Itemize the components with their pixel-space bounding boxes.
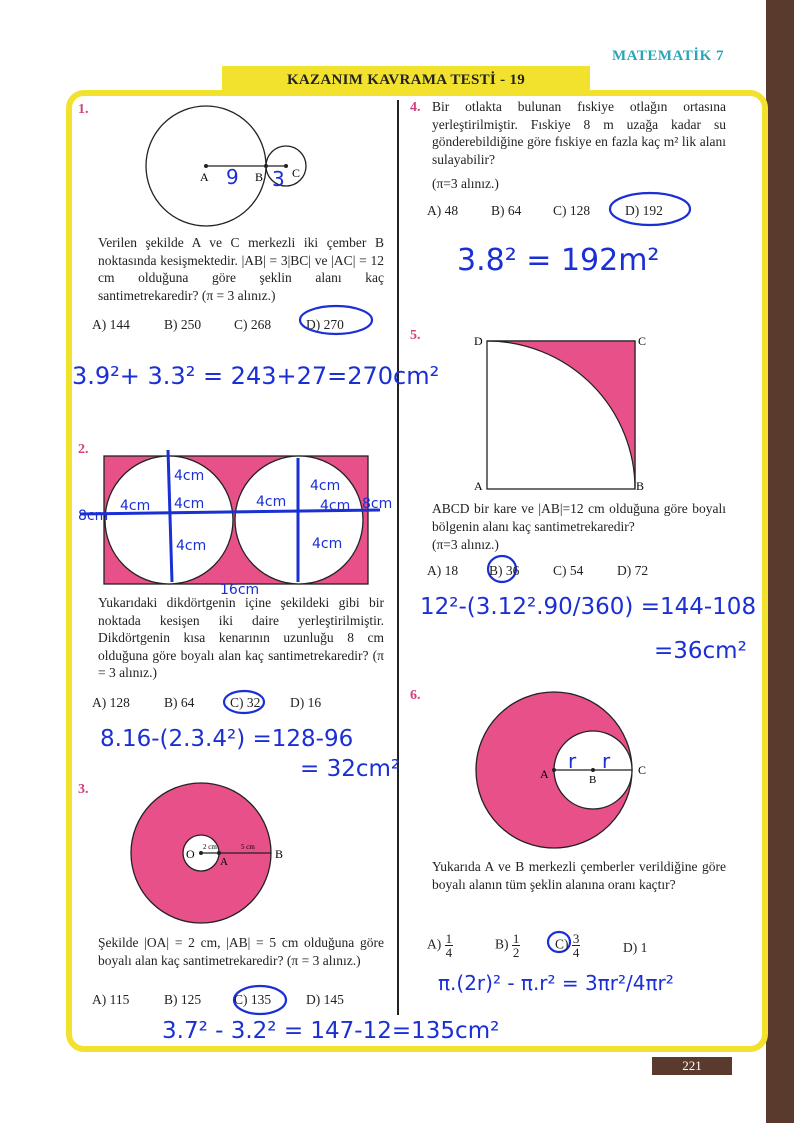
question-4-note: (π=3 alınız.) <box>432 176 499 191</box>
q6-label-a: A <box>540 767 549 781</box>
q2-hw-label: 8cm <box>362 496 393 512</box>
q3-label-oa: 2 cm <box>203 843 217 851</box>
q6-option-d[interactable] <box>623 940 647 956</box>
q2-hw-label: 4cm <box>320 498 351 514</box>
q4-option-c[interactable]: C) 128 <box>553 203 591 218</box>
q5-label-b: B <box>636 479 645 493</box>
question-4-number: 4. <box>410 100 421 115</box>
q6-option-b[interactable] <box>495 932 520 959</box>
q1-option-a[interactable]: A) 144 <box>92 317 130 332</box>
q2-hw-solution-line1: 8.16-(2.3.4²) =128-96 <box>100 726 354 752</box>
test-title: KAZANIM KAVRAMA TESTİ - 19 <box>222 66 590 94</box>
question-6-number: 6. <box>410 688 421 703</box>
q2-hw-label: 4cm <box>310 478 341 494</box>
q4-hw-solution-text: 3.8² = 192m² <box>457 243 660 278</box>
q2-hw-label: 4cm <box>176 538 207 554</box>
question-1-number: 1. <box>78 102 89 117</box>
q6-option-a[interactable] <box>427 932 453 959</box>
q3-label-o: O <box>186 847 195 861</box>
q1-option-c[interactable]: C) 268 <box>234 317 272 332</box>
question-5-note: (π=3 alınız.) <box>432 537 499 552</box>
q5-option-c[interactable]: C) 54 <box>553 563 584 578</box>
q1-label-b: B <box>255 170 264 184</box>
subject-header: MATEMATİK 7 <box>612 48 725 64</box>
q6-option-a-num: 1 <box>445 931 453 946</box>
q1-answer-circle <box>300 306 372 334</box>
q6-option-c-num: 3 <box>572 931 580 946</box>
question-3-number: 3. <box>78 782 89 797</box>
q3-option-d[interactable]: D) 145 <box>306 992 344 1007</box>
q6-option-a-letter: A) <box>427 936 442 952</box>
q2-hw-label: 4cm <box>174 468 205 484</box>
q5-option-d[interactable]: D) 72 <box>617 563 649 578</box>
q6-hw-r-left: r <box>568 749 577 773</box>
q5-label-c: C <box>638 334 647 348</box>
q2-figure <box>78 450 400 598</box>
q6-option-c[interactable] <box>555 932 580 959</box>
q1-hw-ab: 9 <box>226 165 239 189</box>
q2-option-c[interactable]: C) 32 <box>230 695 261 710</box>
q3-label-b: B <box>275 847 284 861</box>
question-4-text: Bir otlakta bulunan fıskiye otlağın ortasına yerleştirilmiştir. Fıskiye 8 m uzağa kadar su gönderebildiğine göre fıskiye en fazla kaç m² lik alanı sulayabilir? <box>432 99 726 167</box>
q6-hw-solution-text: π.(2r)² - π.r² = 3πr²/4πr² <box>438 971 674 995</box>
q4-option-a[interactable]: A) 48 <box>427 203 459 218</box>
q5-label-d: D <box>474 334 483 348</box>
q5-label-a: A <box>474 479 483 493</box>
q2-option-d[interactable]: D) 16 <box>290 695 322 710</box>
q5-option-b[interactable]: B) 36 <box>489 563 520 578</box>
q3-option-c[interactable]: C) 135 <box>234 992 272 1007</box>
q1-option-d[interactable]: D) 270 <box>306 317 344 332</box>
question-2-number: 2. <box>78 442 89 457</box>
q6-option-d-letter: D) <box>623 940 638 955</box>
q2-hw-label: 4cm <box>312 536 343 552</box>
q3-option-a[interactable]: A) 115 <box>92 992 130 1007</box>
q3-hw-solution-text: 3.7² - 3.2² = 147-12=135cm² <box>162 1018 500 1044</box>
question-3-text: Şekilde |OA| = 2 cm, |AB| = 5 cm olduğuna göre boyalı alan kaç santimetrekaredir? (π = 3 alınız.) <box>98 935 384 968</box>
q2-hw-solution-line2: = 32cm² <box>300 756 401 782</box>
q5-hw-solution <box>418 580 763 670</box>
page-number: 221 <box>652 1057 732 1075</box>
q3-label-a: A <box>220 856 228 868</box>
q6-option-d-value: 1 <box>640 940 648 955</box>
question-2-text: Yukarıdaki dikdörtgenin içine şekildeki gibi bir noktada kesişen iki daire yerleştirilmiştir. Dikdörtgenin kısa kenarının uzunluğu 8 cm olduğuna göre boyalı alan kaç santimetrekaredir? (π = 3 alınız.) <box>98 595 384 680</box>
q6-option-b-letter: B) <box>495 936 509 952</box>
q1-option-b[interactable]: B) 250 <box>164 317 202 332</box>
q3-figure <box>130 784 300 924</box>
q5-option-a[interactable]: A) 18 <box>427 563 459 578</box>
q1-hw-solution-text: 3.9²+ 3.3² = 243+27=270cm² <box>72 362 440 390</box>
q6-option-a-den: 4 <box>445 945 453 960</box>
q3-hw-solution <box>160 1010 580 1046</box>
q6-hw-solution <box>436 960 756 1000</box>
q5-hw-solution-line1: 12²-(3.12².90/360) =144-108 <box>420 594 757 620</box>
q3-label-ab: 5 cm <box>241 843 255 851</box>
q2-hw-solution <box>96 716 406 782</box>
q2-option-b[interactable]: B) 64 <box>164 695 195 710</box>
q2-hw-label: 4cm <box>174 496 205 512</box>
q6-option-b-num: 1 <box>512 931 520 946</box>
q5-hw-solution-line2: =36cm² <box>654 638 747 664</box>
q4-hw-solution <box>455 232 745 280</box>
q1-label-c: C <box>292 166 301 180</box>
q4-option-d[interactable]: D) 192 <box>625 203 663 218</box>
q3-option-b[interactable]: B) 125 <box>164 992 202 1007</box>
q4-option-b[interactable]: B) 64 <box>491 203 522 218</box>
q6-option-b-den: 2 <box>512 945 520 960</box>
q6-option-c-den: 4 <box>572 945 580 960</box>
q2-option-a[interactable]: A) 128 <box>92 695 130 710</box>
q6-hw-r-right: r <box>602 749 611 773</box>
question-5-number: 5. <box>410 328 421 343</box>
q2-hw-label: 8cm <box>78 508 109 524</box>
question-6-text: Yukarıda A ve B merkezli çemberler verildiğine göre boyalı alanın tüm şeklin alanına oranı kaçtır? <box>432 859 726 892</box>
q6-label-b: B <box>589 774 597 786</box>
q6-option-c-letter: C) <box>555 936 569 952</box>
q6-figure <box>470 694 670 850</box>
question-5-text: ABCD bir kare ve |AB|=12 cm olduğuna göre boyalı bölgenin alanı kaç santimetrekaredir? <box>432 501 726 534</box>
question-1-text: Verilen şekilde A ve C merkezli iki çember B noktasında kesişmektedir. |AB| = 3|BC| ve |AC| = 12 cm olduğuna göre şeklin alanı kaç santimetrekaredir? (π = 3 alınız.) <box>98 235 384 303</box>
q5-figure <box>470 330 660 495</box>
q2-hw-label: 16cm <box>220 582 260 598</box>
q2-hw-label: 4cm <box>120 498 151 514</box>
q1-hw-bc: 3 <box>272 167 285 191</box>
q2-hw-label: 4cm <box>256 494 287 510</box>
q1-hw-solution <box>70 356 450 392</box>
q6-label-c: C <box>638 763 647 777</box>
q1-label-a: A <box>200 170 209 184</box>
